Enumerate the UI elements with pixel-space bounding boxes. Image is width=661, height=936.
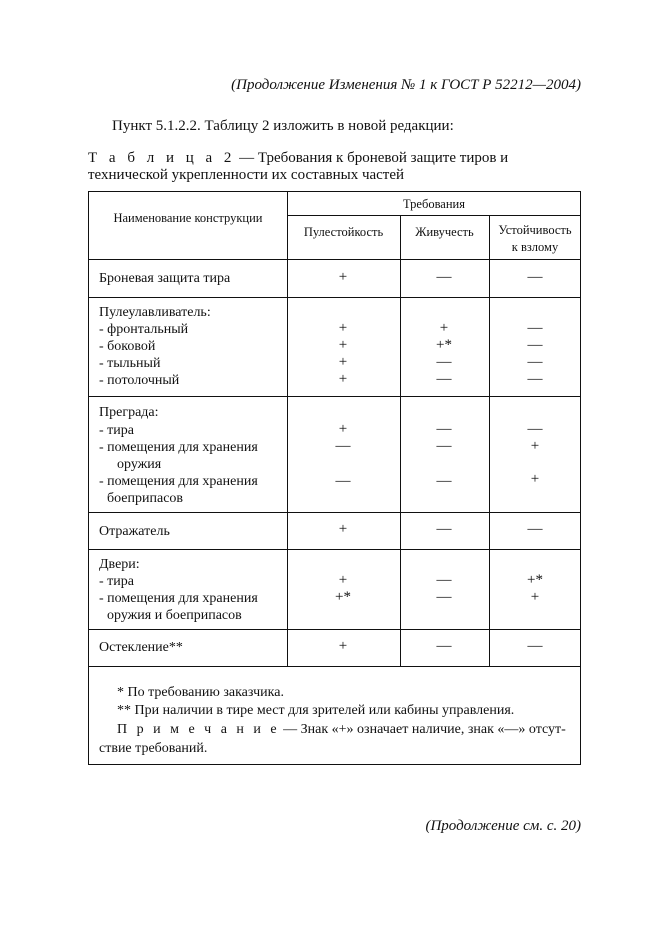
table-note-text: — Знак «+» означает наличие, знак «—» отсут-	[279, 722, 566, 737]
cell-mark: —	[527, 337, 543, 353]
cell-mark: —	[436, 572, 452, 588]
cell-mark: —	[436, 521, 452, 537]
cell-mark: —	[436, 269, 452, 285]
cell-mark: +	[338, 354, 348, 370]
row-group-label: Пулеулавливатель:	[99, 305, 211, 320]
header-survivability: Живучесть	[415, 225, 474, 239]
row-label: Броневая защита тира	[99, 271, 231, 286]
row-label: Остекление**	[99, 640, 183, 655]
footnote-spectators: ** При наличии в тире мест для зрителей или кабины управления.	[117, 703, 515, 718]
cell-mark: —	[527, 371, 543, 387]
row-label: - тира	[99, 574, 134, 589]
header-bottom-line	[89, 259, 581, 260]
cell-mark: +*	[527, 572, 543, 588]
row-label: Отражатель	[99, 524, 170, 539]
row-label	[99, 590, 258, 624]
cell-mark: —	[436, 421, 452, 437]
cell-mark: +	[530, 589, 540, 605]
cell-mark: —	[436, 354, 452, 370]
header-requirements: Требования	[403, 197, 465, 211]
footnote-customer: * По требованию заказчика.	[117, 685, 284, 700]
row-group-label: Преграда:	[99, 405, 159, 420]
intro-paragraph: Пункт 5.1.2.2. Таблицу 2 изложить в новой редакции:	[112, 118, 454, 134]
cell-mark: —	[527, 521, 543, 537]
row-label: - боковой	[99, 339, 156, 354]
row-line-3	[89, 512, 581, 513]
row-label	[99, 439, 258, 473]
cell-mark: +	[338, 269, 348, 285]
row-label-line1: - помещения для хранения	[99, 591, 258, 606]
row-label-line2: боеприпасов	[107, 491, 184, 506]
table-note-continuation: ствие требований.	[99, 741, 208, 756]
cell-mark: —	[527, 354, 543, 370]
cell-mark: +	[439, 320, 449, 336]
cell-mark: —	[436, 638, 452, 654]
row-label-line2: оружия	[117, 457, 162, 472]
header-burglary-line2: к взлому	[511, 240, 559, 254]
col-divider-2	[400, 216, 401, 666]
header-burglary-line1: Устойчивость	[498, 223, 572, 237]
cell-mark: +	[338, 421, 348, 437]
continuation-header: (Продолжение Изменения № 1 к ГОСТ Р 52212—2004)	[231, 77, 581, 93]
continuation-footer: (Продолжение см. с. 20)	[425, 818, 581, 834]
row-line-5	[89, 629, 581, 630]
cell-mark: —	[436, 438, 452, 454]
col-divider-1	[287, 192, 288, 666]
cell-mark: —	[527, 269, 543, 285]
table-body-bottom-line	[89, 666, 581, 667]
table-caption-prefix: Т а б л и ц а 2	[88, 150, 236, 166]
row-label	[99, 473, 258, 507]
row-label: - потолочный	[99, 373, 180, 388]
cell-mark: +*	[335, 589, 351, 605]
cell-mark: —	[436, 371, 452, 387]
cell-mark: +*	[436, 337, 452, 353]
row-label-line1: - помещения для хранения	[99, 474, 258, 489]
col-divider-3	[489, 216, 490, 666]
row-line-1	[89, 297, 581, 298]
cell-mark: +	[530, 438, 540, 454]
row-label-line1: - помещения для хранения	[99, 440, 258, 455]
row-line-2	[89, 396, 581, 397]
header-burglary-resistance	[489, 222, 581, 256]
cell-mark: +	[338, 337, 348, 353]
row-label: - фронтальный	[99, 322, 189, 337]
table-caption	[88, 150, 582, 184]
cell-mark: —	[335, 473, 351, 489]
row-label-line2: оружия и боеприпасов	[107, 608, 242, 623]
cell-mark: —	[436, 473, 452, 489]
cell-mark: +	[338, 638, 348, 654]
cell-mark: —	[527, 421, 543, 437]
cell-mark: +	[338, 521, 348, 537]
header-group-divider	[287, 215, 581, 216]
cell-mark: +	[530, 471, 540, 487]
requirements-table	[88, 191, 581, 765]
row-line-4	[89, 549, 581, 550]
cell-mark: —	[436, 589, 452, 605]
row-label: - тира	[99, 423, 134, 438]
cell-mark: —	[527, 320, 543, 336]
table-note	[117, 720, 572, 739]
cell-mark: +	[338, 320, 348, 336]
header-construction-name: Наименование конструкции	[113, 211, 263, 225]
row-group-label: Двери:	[99, 557, 140, 572]
cell-mark: +	[338, 371, 348, 387]
table-note-prefix: П р и м е ч а н и е	[117, 722, 280, 737]
cell-mark: —	[527, 638, 543, 654]
cell-mark: —	[335, 438, 351, 454]
header-bullet-resistance: Пулестойкость	[303, 225, 384, 239]
cell-mark: +	[338, 572, 348, 588]
table-caption-text: — Требования к броневой защите тиров и технической укрепленности их составных частей	[88, 150, 509, 183]
row-label: - тыльный	[99, 356, 161, 371]
